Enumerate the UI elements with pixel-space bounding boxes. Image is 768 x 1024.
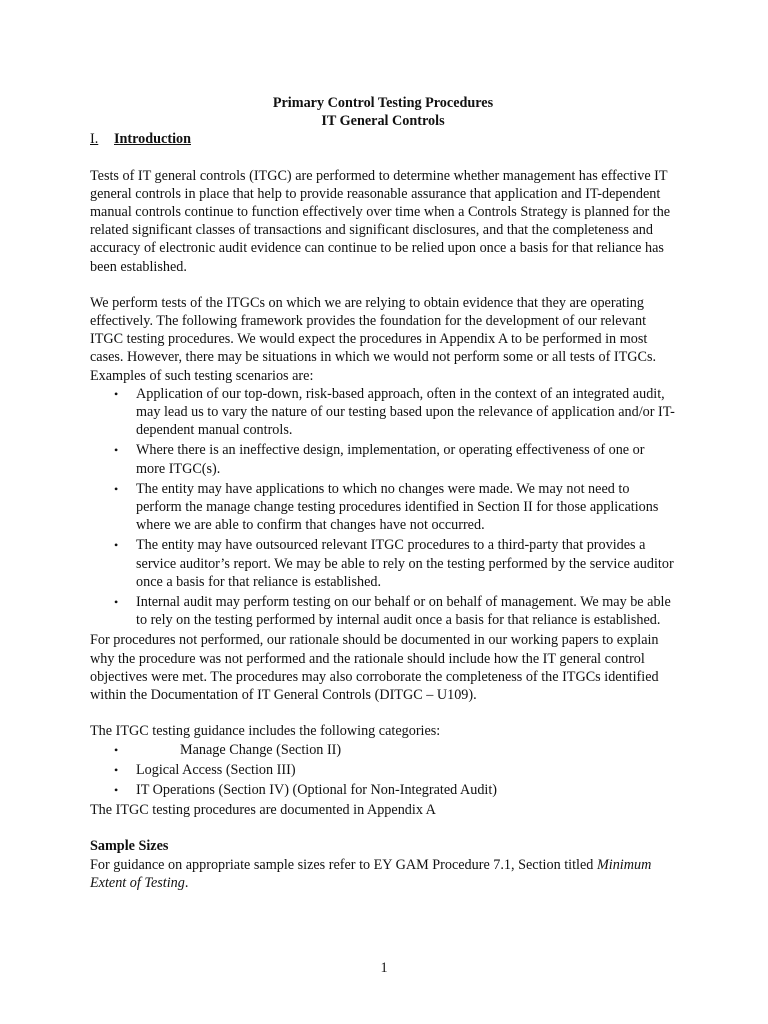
page-number: 1 <box>380 960 388 976</box>
list-item-text: Internal audit may perform testing on our behalf or on behalf of management. We may be able to rely on the testing performed by internal audit once a basis for that reliance is established. <box>136 594 671 629</box>
categories-intro: The ITGC testing guidance includes the following categories: <box>90 723 441 740</box>
list-item-text: Where there is an ineffective design, implementation, or operating effectiveness of one or more ITGC(s). <box>136 442 645 477</box>
section-heading <box>90 130 676 148</box>
bullet-icon: • <box>114 782 119 797</box>
list-item <box>90 385 676 440</box>
categories-outro: The ITGC testing procedures are documented in Appendix A <box>90 802 436 819</box>
list-item-text: Logical Access (Section III) <box>136 761 296 778</box>
framework-paragraph: We perform tests of the ITGCs on which we are relying to obtain evidence that they are operating effectively. The following framework provides the foundation for the development of our relevant ITGC testing procedures. We would expect the procedures in Appendix A to be performed in most cases. However, there may be situations in which we would not perform some or all tests of ITGCs. Examples of such testing scenarios are: <box>90 294 657 384</box>
document-title-line1: Primary Control Testing Procedures <box>272 95 494 111</box>
list-item <box>90 441 676 477</box>
list-item <box>90 741 676 759</box>
rationale-paragraph: For procedures not performed, our rationale should be documented in our working papers to explain why the procedure was not performed and the rationale should include how the IT general control objectives were met. The procedures may also corroborate the completeness of the ITGCs identified within the Documentation of IT General Controls (DITGC – U109). <box>90 632 659 704</box>
list-item-text: The entity may have outsourced relevant ITGC procedures to a third-party that provides a service auditor’s report. We may be able to rely on the testing performed by the service auditor once a basis for that reliance is established. <box>136 537 674 590</box>
section-number: I. <box>90 131 99 148</box>
list-item-text: Application of our top-down, risk-based approach, often in the context of an integrated audit, may lead us to vary the nature of our testing based upon the relevance of application and/or IT-dependent manual controls. <box>136 385 675 439</box>
category-list <box>90 741 676 800</box>
sample-sizes-text: For guidance on appropriate sample sizes refer to EY GAM Procedure 7.1, Section titled <box>90 856 594 873</box>
list-item-text: Manage Change (Section II) <box>180 741 342 758</box>
bullet-icon: • <box>114 762 119 777</box>
list-item-text: The entity may have applications to which no changes were made. We may not need to perform the manage change testing procedures identified in Section II for those applications where we are able to confirm that changes have not occurred. <box>136 480 659 534</box>
list-item <box>90 593 676 629</box>
list-item <box>90 781 676 799</box>
bullet-icon: • <box>114 386 119 401</box>
list-item <box>90 761 676 779</box>
sample-sizes-paragraph: For guidance on appropriate sample sizes refer to EY GAM Procedure 7.1, Section titled Minimum Extent of Testing. <box>90 856 652 891</box>
bullet-icon: • <box>114 595 119 610</box>
sample-sizes-reference: Minimum Extent of Testing <box>90 856 652 891</box>
document-body <box>90 94 676 892</box>
bullet-icon: • <box>114 742 119 757</box>
bullet-icon: • <box>114 443 119 458</box>
intro-paragraph: Tests of IT general controls (ITGC) are performed to determine whether management has effective IT general controls in place that help to provide reasonable assurance that application and IT-dependent manual controls continue to function effectively over time when a Controls Strategy is planned for the related significant classes of transactions and significant disclosures, and that the completeness and accuracy of electronic audit evidence can continue to be relied upon once a basis for that reliance has been established. <box>90 167 671 275</box>
list-item-text: IT Operations (Section IV) (Optional for Non-Integrated Audit) <box>136 781 498 798</box>
list-item <box>90 536 676 591</box>
sample-sizes-heading: Sample Sizes <box>90 838 169 855</box>
scenario-list <box>90 385 676 630</box>
bullet-icon: • <box>114 538 119 553</box>
document-title-line2: IT General Controls <box>321 113 445 130</box>
section-title: Introduction <box>114 131 191 148</box>
bullet-icon: • <box>114 481 119 496</box>
list-item <box>90 480 676 535</box>
